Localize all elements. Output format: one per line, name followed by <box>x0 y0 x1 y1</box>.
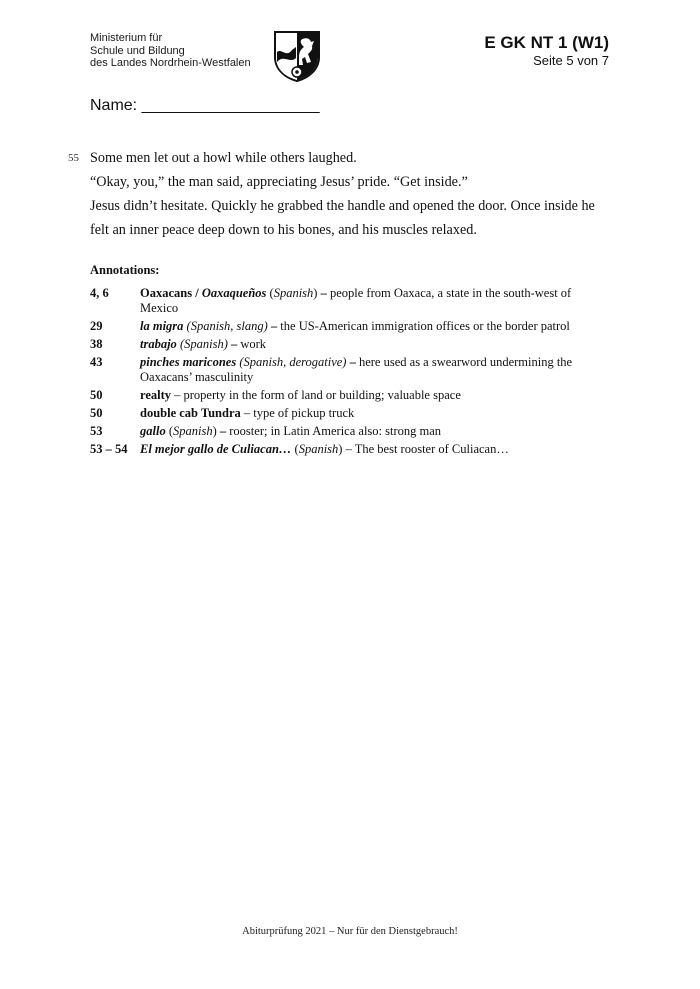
annotation-definition <box>140 442 610 457</box>
annotation-definition <box>140 388 610 403</box>
annotation-text: here used as a swearword undermining the Oaxacans’ masculinity <box>140 355 573 384</box>
annotation-definition <box>140 319 610 334</box>
text-line: Jesus didn’t hesitate. Quickly he grabbed the handle and opened the door. Once inside he <box>90 198 595 214</box>
ministry-name <box>90 32 251 70</box>
annotation-text: people from Oaxaca, a state in the south-west of Mexico <box>140 286 572 315</box>
annotations-list <box>90 286 610 460</box>
annotation-note: ( <box>165 424 173 438</box>
annotation-line-ref: 53 <box>90 424 103 438</box>
annotation-term: double cab Tundra <box>140 406 241 420</box>
annotation-line-ref: 50 <box>90 406 103 420</box>
exam-code: E GK NT 1 (W1) <box>484 33 609 52</box>
annotation-item <box>90 286 610 316</box>
annotation-note: ( <box>291 442 299 456</box>
annotation-text: – type of pickup truck <box>240 406 355 420</box>
annotation-term: trabajo <box>140 337 177 351</box>
annotation-line-ref: 53 – 54 <box>90 442 128 456</box>
ministry-line: Schule und Bildung <box>90 44 185 57</box>
annotation-term: gallo <box>140 424 166 438</box>
annotation-item <box>90 355 610 385</box>
line-number: 55 <box>68 152 79 164</box>
annotation-note: ) <box>313 286 321 300</box>
annotation-line-ref: 38 <box>90 337 103 351</box>
annotation-dash: – <box>230 337 238 351</box>
ministry-line: Ministerium für <box>90 32 163 44</box>
annotation-dash: – <box>349 355 356 369</box>
annotation-term: pinches maricones <box>140 355 237 369</box>
text-line: “Okay, you,” the man said, appreciating Jesus’ pride. “Get inside.” <box>90 174 468 190</box>
annotation-item <box>90 442 610 457</box>
nrw-crest-icon <box>272 30 322 82</box>
annotation-term: realty <box>140 388 172 402</box>
annotation-term: El mejor gallo de Culiacan… <box>140 442 292 456</box>
annotation-item <box>90 406 610 421</box>
annotations-heading: Annotations: <box>90 263 160 277</box>
annotation-line-ref: 50 <box>90 388 103 402</box>
annotation-definition <box>140 355 610 385</box>
annotation-language: Spanish <box>298 442 339 456</box>
annotation-definition <box>140 337 610 352</box>
annotation-text: rooster; in Latin America also: strong man <box>226 424 442 438</box>
annotation-definition <box>140 406 610 421</box>
ministry-line: des Landes Nordrhein-Westfalen <box>90 57 251 69</box>
text-line <box>68 146 610 170</box>
annotation-dash: – <box>320 286 327 300</box>
annotation-item <box>90 388 610 403</box>
page-number: Seite 5 von 7 <box>533 53 609 68</box>
annotation-item <box>90 337 610 352</box>
annotation-item <box>90 424 610 439</box>
annotation-text: ) – The best rooster of Culiacan… <box>338 442 509 456</box>
annotation-language: Spanish <box>273 286 314 300</box>
annotation-line-ref: 29 <box>90 319 103 333</box>
annotation-note: ) <box>212 424 220 438</box>
annotation-text: – property in the form of land or building; valuable space <box>171 388 461 402</box>
annotation-line-ref: 43 <box>90 355 103 369</box>
annotation-note: (Spanish, slang) <box>183 319 271 333</box>
annotation-line-ref: 4, 6 <box>90 286 109 300</box>
annotation-term: Oaxacans / <box>140 286 199 300</box>
annotation-text: the US-American immigration offices or the border patrol <box>277 319 570 333</box>
story-text <box>68 146 610 242</box>
annotation-text: work <box>237 337 267 351</box>
annotation-note: (Spanish, derogative) <box>236 355 350 369</box>
annotation-term: Oaxaqueños <box>201 286 267 300</box>
annotation-dash: – <box>219 424 227 438</box>
annotation-dash: – <box>270 319 278 333</box>
annotation-note: ( <box>266 286 274 300</box>
annotation-term: la migra <box>140 319 184 333</box>
annotation-item <box>90 319 610 334</box>
text-line-content: Some men let out a howl while others laughed. <box>90 150 357 166</box>
annotation-definition <box>140 424 610 439</box>
name-field[interactable]: Name: ____________________ <box>90 97 320 114</box>
text-line: felt an inner peace deep down to his bones, and his muscles relaxed. <box>90 222 477 238</box>
annotation-note: (Spanish) <box>176 337 231 351</box>
page-footer: Abiturprüfung 2021 – Nur für den Dienstgebrauch! <box>242 926 458 937</box>
annotation-definition <box>140 286 610 316</box>
annotation-language: Spanish <box>173 424 213 438</box>
